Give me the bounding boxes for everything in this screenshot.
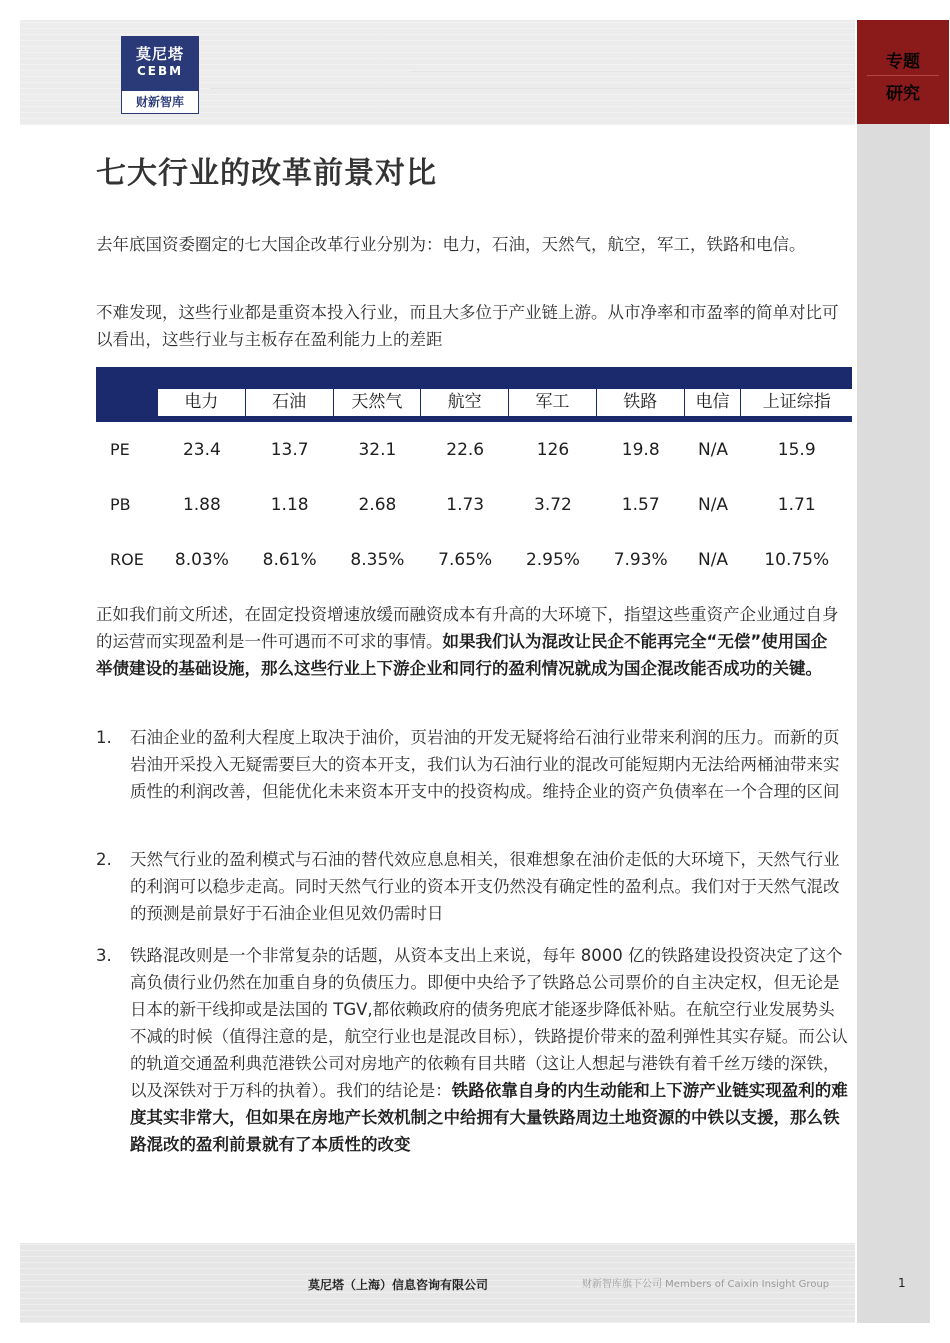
list-text bbox=[130, 942, 848, 1158]
table-cell: 1.71 bbox=[777, 494, 816, 515]
footer-member-note: 财新智库旗下公司 Members of Caixin Insight Group bbox=[582, 1279, 830, 1290]
list-number: 3. bbox=[96, 946, 112, 965]
table-cell: 8.03% bbox=[174, 549, 229, 570]
header-divider bbox=[210, 88, 850, 89]
column-header: 石油 bbox=[246, 367, 334, 422]
company-logo bbox=[121, 36, 199, 114]
table-cell: 2.68 bbox=[358, 494, 397, 515]
table-cell: 19.8 bbox=[621, 439, 660, 460]
table-cell: N/A bbox=[697, 494, 729, 515]
table-row bbox=[96, 532, 852, 587]
analysis-key-point: 如果我们认为混改让民企不能再完全“无偿”使用国企举债建设的基础设施，那么这些行业上下游企业和同行的盈利情况就成为国企混改能否成功的关键。 bbox=[96, 632, 828, 678]
paragraph-observation: 不难发现，这些行业都是重资本投入行业，而且大多位于产业链上游。从市净率和市盈率的简单对比可以看出，这些行业与主板存在盈利能力上的差距 bbox=[96, 303, 839, 349]
analysis-text: 正如我们前文所述，在固定投资增速放缓而融资成本有升高的大环境下，指望这些重资产企业通过自身的运营而实现盈利是一件可遇而不可求的事情。 bbox=[96, 605, 839, 651]
logo-english-name: CEBM bbox=[136, 64, 184, 78]
table-cell: 7.65% bbox=[438, 549, 493, 570]
tag-line-1: 专题 bbox=[886, 52, 920, 72]
footer-company: 莫尼塔（上海）信息咨询有限公司 bbox=[308, 1278, 489, 1292]
list-text-normal: 铁路混改则是一个非常复杂的话题，从资本支出上来说，每年 8000 亿的铁路建设投资决定了这个高负债行业仍然在加重自身的负债压力。即便中央给予了铁路总公司票价的自主决定权，但无论是日本的新干线抑或是法国的 TGV,都依赖政府的债务兜底才能逐步降低补贴。在航空行业发展势头不减的时候（值得注意的是，航空行业也是混改目标），铁路提价带来的盈利弹性其实存疑。而公认的轨道交通盈利典范港铁公司对房地产的依赖有目共睹（这让人想起与港铁有着千丝万缕的深铁，以及深铁对于万科的执着）。我们的结论是： bbox=[130, 946, 848, 1100]
page-title: 七大行业的改革前景对比 bbox=[96, 156, 437, 191]
report-type-tag bbox=[857, 20, 949, 124]
list-text-conclusion: 铁路依靠自身的内生动能和上下游产业链实现盈利的难度其实非常大，但如果在房地产长效机制之中给拥有大量铁路周边土地资源的中铁以支援，那么铁路混改的盈利前景就有了本质性的改变 bbox=[130, 1081, 848, 1154]
row-label: PE bbox=[110, 440, 130, 459]
table-cell: N/A bbox=[697, 549, 729, 570]
header-divider bbox=[410, 71, 850, 72]
table-cell: 15.9 bbox=[777, 439, 816, 460]
table-corner bbox=[96, 367, 158, 422]
report-type-label bbox=[857, 46, 949, 110]
logo-subtitle: 财新智库 bbox=[122, 91, 198, 113]
tag-line-2: 研究 bbox=[886, 84, 920, 104]
page-number: 1 bbox=[898, 1276, 906, 1290]
row-label: ROE bbox=[110, 550, 144, 569]
table-cell: 3.72 bbox=[534, 494, 572, 515]
valuation-table bbox=[96, 367, 852, 587]
row-label: PB bbox=[110, 495, 131, 514]
paragraph-intro: 去年底国资委圈定的七大国企改革行业分别为：电力，石油，天然气，航空，军工，铁路和电信。 bbox=[96, 235, 806, 254]
table-cell: 8.61% bbox=[262, 549, 317, 570]
table-cell: 32.1 bbox=[358, 439, 397, 460]
table-cell: 13.7 bbox=[270, 439, 309, 460]
column-header: 电力 bbox=[158, 367, 246, 422]
table-header-row bbox=[96, 367, 852, 422]
table-cell: 1.88 bbox=[182, 494, 221, 515]
table-cell: 7.93% bbox=[613, 549, 668, 570]
list-text: 天然气行业的盈利模式与石油的替代效应息息相关，很难想象在油价走低的大环境下，天然气行业的利润可以稳步走高。同时天然气行业的资本开支仍然没有确定性的盈利点。我们对于天然气混改的预测是前景好于石油企业但见效仍需时日 bbox=[130, 850, 840, 923]
table-cell: 2.95% bbox=[525, 549, 580, 570]
column-header: 军工 bbox=[509, 367, 597, 422]
table-cell: 1.57 bbox=[621, 494, 660, 515]
right-side-band bbox=[857, 20, 930, 1323]
list-number: 1. bbox=[96, 728, 112, 747]
table-cell: 23.4 bbox=[182, 439, 221, 460]
column-header: 航空 bbox=[421, 367, 509, 422]
table-cell: 10.75% bbox=[764, 549, 830, 570]
list-number: 2. bbox=[96, 850, 112, 869]
column-header: 上证综指 bbox=[741, 367, 852, 422]
table-cell: 1.18 bbox=[270, 494, 309, 515]
table-cell: 126 bbox=[536, 439, 570, 460]
column-header: 天然气 bbox=[334, 367, 422, 422]
column-header: 电信 bbox=[685, 367, 742, 422]
logo-chinese-name: 莫尼塔 bbox=[135, 45, 184, 63]
table-cell: 1.73 bbox=[446, 494, 485, 515]
table-row bbox=[96, 477, 852, 532]
tag-divider bbox=[867, 75, 939, 76]
list-text: 石油企业的盈利大程度上取决于油价，页岩油的开发无疑将给石油行业带来利润的压力。而新的页岩油开采投入无疑需要巨大的资本开支，我们认为石油行业的混改可能短期内无法给两桶油带来实质性的利润改善，但能优化未来资本开支中的投资构成。维持企业的资产负债率在一个合理的区间 bbox=[130, 728, 840, 801]
table-cell: N/A bbox=[697, 439, 729, 460]
table-cell: 8.35% bbox=[350, 549, 405, 570]
table-cell: 22.6 bbox=[446, 439, 485, 460]
column-header: 铁路 bbox=[597, 367, 685, 422]
table-row bbox=[96, 422, 852, 477]
paragraph-analysis bbox=[96, 601, 841, 682]
